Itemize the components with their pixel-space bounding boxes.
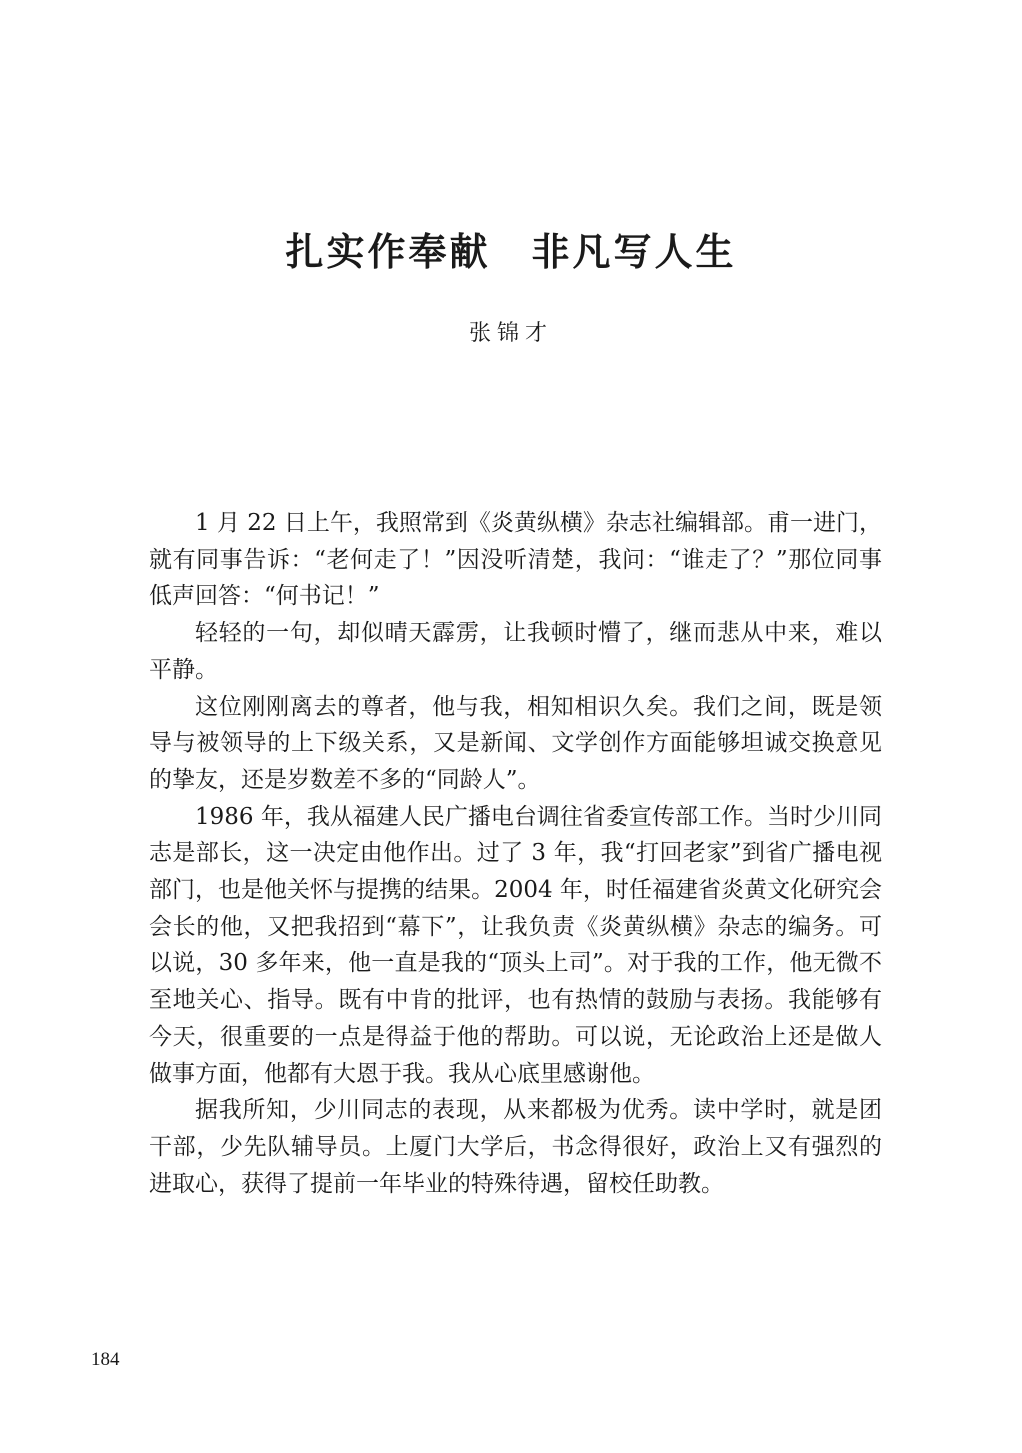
paragraph: 1 月 22 日上午，我照常到《炎黄纵横》杂志社编辑部。甫一进门，就有同事告诉：“老何走了！”因没听清楚，我问：“谁走了？”那位同事低声回答：“何书记！” — [149, 510, 882, 610]
article-title: 扎实作奉献 非凡写人生 — [285, 229, 737, 274]
paragraph: 1986 年，我从福建人民广播电台调往省委宣传部工作。当时少川同志是部长，这一决定由他作出。过了 3 年，我“打回老家”到省广播电视部门，也是他关怀与提携的结果。2004 年，时任福建省炎黄文化研究会会长的他，又把我招到“幕下”，让我负责《炎黄纵横》杂志的编务。可以说，30 多年来，他一直是我的“顶头上司”。对于我的工作，他无微不至地关心、指导。既有中肯的批评，也有热情的鼓励与表扬。我能够有今天，很重要的一点是得益于他的帮助。可以说，无论政治上还是做人做事方面，他都有大恩于我。我从心底里感谢他。 — [149, 803, 882, 1087]
paragraph: 轻轻的一句，却似晴天霹雳，让我顿时懵了，继而悲从中来，难以平静。 — [149, 620, 882, 683]
paragraph: 这位刚刚离去的尊者，他与我，相知相识久矣。我们之间，既是领导与被领导的上下级关系，又是新闻、文学创作方面能够坦诚交换意见的挚友，还是岁数差不多的“同龄人”。 — [149, 693, 882, 793]
page-number: 184 — [91, 1349, 120, 1370]
article-author: 张锦才 — [468, 321, 553, 346]
paragraph: 据我所知，少川同志的表现，从来都极为优秀。读中学时，就是团干部，少先队辅导员。上厦门大学后，书念得很好，政治上又有强烈的进取心，获得了提前一年毕业的特殊待遇，留校任助教。 — [149, 1097, 882, 1197]
article-body — [149, 505, 882, 1202]
